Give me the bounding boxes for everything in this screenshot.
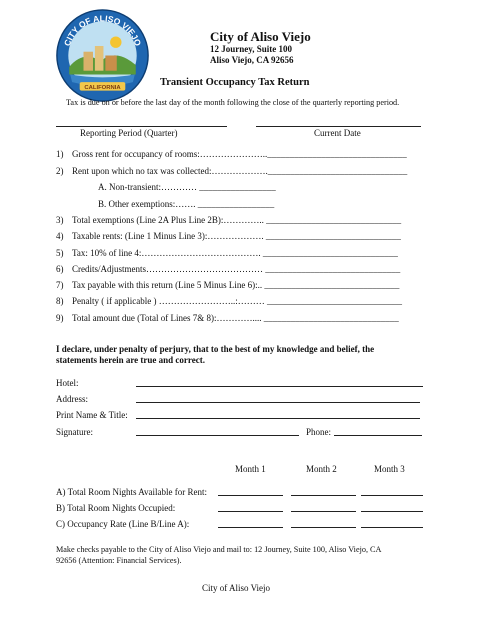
line-3-number: 3) [56, 215, 64, 225]
room-row-c-month-1[interactable] [218, 527, 283, 528]
mail-note-line-2: 92656 (Attention: Financial Services). [56, 556, 182, 565]
line-7-label: Tax payable with this return (Line 5 Minus Line 6):.. ______________________________ [72, 280, 400, 290]
month-3-header: Month 3 [374, 464, 405, 474]
line-3-label: Total exemptions (Line 2A Plus Line 2B):………….. ______________________________ [72, 215, 402, 225]
signature-label: Signature: [56, 427, 93, 437]
current-date-line[interactable] [256, 126, 421, 127]
current-date-label: Current Date [314, 128, 361, 138]
line-2b-label: B. Other exemptions:……. _________________ [98, 199, 275, 209]
seal-top-text: CITY OF ALISO VIEJO [61, 13, 144, 48]
line-6-label: Credits/Adjustments………………………………… ______________________________ [72, 264, 401, 274]
line-4-label: Taxable rents: (Line 1 Minus Line 3):………………. ______________________________ [72, 231, 401, 241]
line-2-label: Rent upon which no tax was collected:………………._______________________________ [72, 166, 408, 176]
month-1-header: Month 1 [235, 464, 266, 474]
room-row-a-month-2[interactable] [291, 495, 356, 496]
line-5-label: Tax: 10% of line 4:…………………………………. ______________________________ [72, 248, 398, 258]
line-9-label: Total amount due (Total of Lines 7& 8):………….... ______________________________ [72, 313, 399, 323]
city-seal-logo [55, 8, 150, 103]
room-row-a-label: A) Total Room Nights Available for Rent: [56, 487, 208, 497]
due-note: Tax is due on or before the last day of the month following the close of the quarterly reporting period. [66, 98, 400, 107]
room-row-c-label: C) Occupancy Rate (Line B/Line A): [56, 519, 190, 529]
room-row-b-month-1[interactable] [218, 511, 283, 512]
phone-label: Phone: [306, 427, 332, 437]
line-2a-label: A. Non-transient:………… _________________ [98, 182, 276, 192]
room-row-b-month-3[interactable] [361, 511, 423, 512]
form-title: Transient Occupancy Tax Return [160, 77, 310, 88]
line-4-number: 4) [56, 231, 64, 241]
signature-line[interactable] [136, 435, 299, 436]
line-6-number: 6) [56, 264, 64, 274]
print-name-label: Print Name & Title: [56, 410, 128, 420]
hotel-label: Hotel: [56, 378, 79, 388]
line-9-number: 9) [56, 313, 64, 323]
phone-line[interactable] [334, 435, 422, 436]
line-2-number: 2) [56, 166, 64, 176]
city-name: City of Aliso Viejo [210, 29, 311, 44]
line-1-label: Gross rent for occupancy of rooms:………………….._______________________________ [72, 149, 407, 159]
line-8-number: 8) [56, 296, 64, 306]
print-name-line[interactable] [136, 418, 420, 419]
street-address: 12 Journey, Suite 100 [210, 44, 293, 54]
hotel-line[interactable] [136, 386, 423, 387]
line-7-number: 7) [56, 280, 64, 290]
room-row-b-label: B) Total Room Nights Occupied: [56, 503, 176, 513]
footer-city: City of Aliso Viejo [202, 583, 271, 593]
room-row-a-month-3[interactable] [361, 495, 423, 496]
seal-bottom-text: CALIFORNIA [84, 84, 121, 91]
reporting-period-label: Reporting Period (Quarter) [80, 128, 178, 138]
declaration-line-1: I declare, under penalty of perjury, that to the best of my knowledge and belief, the [56, 344, 375, 354]
line-5-number: 5) [56, 248, 64, 258]
address-label: Address: [56, 394, 88, 404]
room-row-a-month-1[interactable] [218, 495, 283, 496]
room-row-c-month-2[interactable] [291, 527, 356, 528]
line-8-label: Penalty ( if applicable ) ……………………..:……… ______________________________ [72, 296, 402, 306]
city-state-zip: Aliso Viejo, CA 92656 [210, 55, 294, 65]
mail-note-line-1: Make checks payable to the City of Aliso Viejo and mail to: 12 Journey, Suite 100, Aliso Viejo, CA [56, 545, 382, 554]
room-row-c-month-3[interactable] [361, 527, 423, 528]
declaration-line-2: statements herein are true and correct. [56, 355, 205, 365]
address-line[interactable] [136, 402, 420, 403]
line-1-number: 1) [56, 149, 64, 159]
room-row-b-month-2[interactable] [291, 511, 356, 512]
reporting-period-line[interactable] [56, 126, 227, 127]
month-2-header: Month 2 [306, 464, 337, 474]
